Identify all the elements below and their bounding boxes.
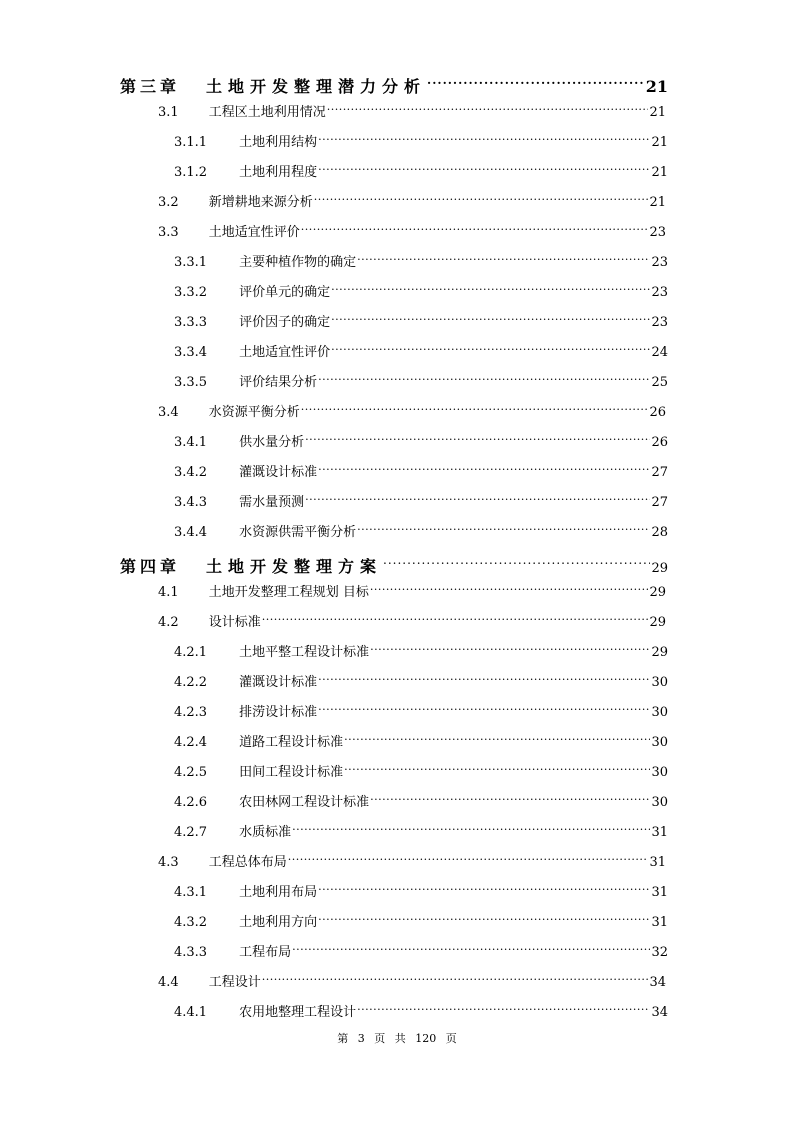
toc-entry-title: 新增耕地来源分析 <box>208 195 313 210</box>
toc-entry-number: 3.4 <box>158 405 179 420</box>
toc-dot-leader <box>305 426 650 446</box>
toc-entry-page-number: 28 <box>651 525 668 540</box>
toc-entry-page-number: 30 <box>651 735 668 750</box>
toc-dot-leader <box>344 756 650 776</box>
toc-entry-page-number: 23 <box>651 315 668 330</box>
toc-dot-leader <box>262 606 649 626</box>
toc-dot-leader <box>262 966 649 986</box>
toc-subsection-entry[interactable] <box>174 756 668 780</box>
toc-dot-leader <box>318 126 650 146</box>
toc-dot-leader <box>357 246 650 266</box>
toc-entry-number: 3.3.1 <box>174 255 208 270</box>
toc-entry-number: 3.1.2 <box>174 165 208 180</box>
toc-entry-title: 田间工程设计标准 <box>239 765 344 780</box>
toc-subsection-entry[interactable] <box>174 306 668 330</box>
toc-dot-leader <box>301 396 649 416</box>
toc-entry-number: 4.2.1 <box>174 645 208 660</box>
toc-subsection-entry[interactable] <box>174 126 668 150</box>
toc-subsection-entry[interactable] <box>174 696 668 720</box>
toc-dot-leader <box>383 546 650 572</box>
toc-entry-number: 第三章 <box>120 77 181 96</box>
toc-entry-title: 供水量分析 <box>239 435 305 450</box>
toc-entry-number: 4.3 <box>158 855 179 870</box>
toc-entry-title: 评价结果分析 <box>239 375 318 390</box>
toc-dot-leader <box>318 876 650 896</box>
toc-subsection-entry[interactable] <box>174 906 668 930</box>
toc-entry-title: 灌溉设计标准 <box>239 465 318 480</box>
toc-section-entry[interactable] <box>158 96 666 120</box>
toc-entry-title: 排涝设计标准 <box>239 705 318 720</box>
toc-section-entry[interactable] <box>158 396 666 420</box>
toc-entry-number: 3.4.3 <box>174 495 208 510</box>
toc-dot-leader <box>370 786 650 806</box>
toc-entry-number: 4.2.5 <box>174 765 208 780</box>
toc-subsection-entry[interactable] <box>174 636 668 660</box>
toc-entry-page-number: 31 <box>649 855 666 870</box>
toc-dot-leader <box>318 366 650 386</box>
toc-dot-leader <box>318 906 650 926</box>
toc-entry-page-number: 21 <box>651 165 668 180</box>
toc-entry-title: 评价单元的确定 <box>239 285 331 300</box>
toc-entry-number: 4.2.3 <box>174 705 208 720</box>
toc-entry-number: 3.1.1 <box>174 135 208 150</box>
toc-entry-number: 4.2 <box>158 615 179 630</box>
toc-subsection-entry[interactable] <box>174 366 668 390</box>
toc-entry-page-number: 31 <box>651 825 668 840</box>
toc-subsection-entry[interactable] <box>174 726 668 750</box>
toc-dot-leader <box>331 306 650 326</box>
toc-dot-leader <box>357 516 650 536</box>
toc-entry-title: 工程总体布局 <box>208 855 287 870</box>
toc-entry-page-number: 30 <box>651 705 668 720</box>
toc-entry-page-number: 29 <box>651 645 668 660</box>
toc-entry-page-number: 31 <box>651 915 668 930</box>
toc-entry-title: 土地利用布局 <box>239 885 318 900</box>
toc-dot-leader <box>314 186 649 206</box>
toc-entry-page-number: 21 <box>649 195 666 210</box>
toc-dot-leader <box>288 846 649 866</box>
toc-entry-number: 4.4 <box>158 975 179 990</box>
toc-entry-number: 3.3.3 <box>174 315 208 330</box>
toc-entry-title: 农用地整理工程设计 <box>239 1005 357 1020</box>
toc-chapter-entry[interactable] <box>120 546 668 576</box>
toc-dot-leader <box>344 726 650 746</box>
toc-entry-number: 4.4.1 <box>174 1005 208 1020</box>
toc-entry-page-number: 29 <box>651 561 668 576</box>
toc-section-entry[interactable] <box>158 186 666 210</box>
toc-entry-number: 4.2.4 <box>174 735 208 750</box>
toc-entry-title: 土地适宜性评价 <box>239 345 331 360</box>
toc-entry-title: 工程设计 <box>208 975 261 990</box>
toc-section-entry[interactable] <box>158 966 666 990</box>
page-footer: 第 3 页 共 120 页 <box>337 1032 457 1045</box>
toc-entry-page-number: 29 <box>649 585 666 600</box>
toc-entry-page-number: 34 <box>649 975 666 990</box>
toc-dot-leader <box>305 486 650 506</box>
toc-entry-number: 3.4.2 <box>174 465 208 480</box>
toc-dot-leader <box>292 936 650 956</box>
toc-section-entry[interactable] <box>158 846 666 870</box>
toc-section-entry[interactable] <box>158 576 666 600</box>
toc-subsection-entry[interactable] <box>174 276 668 300</box>
toc-entry-number: 3.1 <box>158 105 179 120</box>
toc-entry-page-number: 23 <box>651 285 668 300</box>
toc-entry-page-number: 26 <box>651 435 668 450</box>
toc-entry-number: 4.3.1 <box>174 885 208 900</box>
toc-dot-leader <box>301 216 649 236</box>
toc-entry-number: 3.3.5 <box>174 375 208 390</box>
toc-entry-number: 3.4.4 <box>174 525 208 540</box>
toc-chapter-entry[interactable] <box>120 66 668 96</box>
toc-entry-page-number: 21 <box>649 105 666 120</box>
toc-subsection-entry[interactable] <box>174 936 668 960</box>
toc-entry-page-number: 30 <box>651 795 668 810</box>
toc-entry-page-number: 30 <box>651 765 668 780</box>
toc-entry-number: 4.3.3 <box>174 945 208 960</box>
toc-entry-number: 4.2.6 <box>174 795 208 810</box>
toc-subsection-entry[interactable] <box>174 996 668 1020</box>
toc-entry-title: 土地利用方向 <box>239 915 318 930</box>
toc-entry-title: 农田林网工程设计标准 <box>239 795 370 810</box>
toc-dot-leader <box>292 816 650 836</box>
toc-subsection-entry[interactable] <box>174 486 668 510</box>
toc-entry-number: 3.3.4 <box>174 345 208 360</box>
toc-entry-title: 评价因子的确定 <box>239 315 331 330</box>
toc-entry-page-number: 30 <box>651 675 668 690</box>
toc-entry-title: 设计标准 <box>208 615 261 630</box>
toc-subsection-entry[interactable] <box>174 246 668 270</box>
toc-entry-page-number: 29 <box>649 615 666 630</box>
toc-entry-page-number: 32 <box>651 945 668 960</box>
toc-entry-page-number: 21 <box>645 77 668 96</box>
toc-dot-leader <box>318 156 650 176</box>
toc-section-entry[interactable] <box>158 606 666 630</box>
toc-entry-number: 4.1 <box>158 585 179 600</box>
toc-dot-leader <box>327 96 649 116</box>
toc-entry-number: 4.2.7 <box>174 825 208 840</box>
toc-entry-title: 水质标准 <box>239 825 292 840</box>
toc-subsection-entry[interactable] <box>174 666 668 690</box>
toc-entry-title: 道路工程设计标准 <box>239 735 344 750</box>
toc-subsection-entry[interactable] <box>174 426 668 450</box>
toc-entry-page-number: 34 <box>651 1005 668 1020</box>
toc-entry-page-number: 26 <box>649 405 666 420</box>
toc-dot-leader <box>318 696 650 716</box>
toc-entry-title: 土地适宜性评价 <box>208 225 300 240</box>
toc-subsection-entry[interactable] <box>174 786 668 810</box>
toc-subsection-entry[interactable] <box>174 516 668 540</box>
toc-entry-number: 3.3 <box>158 225 179 240</box>
toc-dot-leader <box>357 996 650 1016</box>
toc-entry-title: 土地开发整理方案 <box>206 557 383 576</box>
toc-entry-title: 工程布局 <box>239 945 292 960</box>
toc-entry-title: 工程区土地利用情况 <box>208 105 326 120</box>
toc-entry-number: 4.3.2 <box>174 915 208 930</box>
toc-subsection-entry[interactable] <box>174 456 668 480</box>
toc-section-entry[interactable] <box>158 216 666 240</box>
toc-dot-leader <box>331 336 650 356</box>
toc-entry-number: 3.4.1 <box>174 435 208 450</box>
toc-entry-page-number: 23 <box>651 255 668 270</box>
toc-entry-page-number: 23 <box>649 225 666 240</box>
toc-entry-number: 第四章 <box>120 557 181 576</box>
toc-dot-leader <box>318 666 650 686</box>
toc-entry-title: 水资源供需平衡分析 <box>239 525 357 540</box>
toc-entry-title: 土地平整工程设计标准 <box>239 645 370 660</box>
toc-entry-number: 3.2 <box>158 195 179 210</box>
toc-entry-number: 4.2.2 <box>174 675 208 690</box>
toc-entry-title: 土地开发整理潜力分析 <box>206 77 427 96</box>
toc-entry-title: 土地开发整理工程规划 目标 <box>208 585 369 600</box>
toc-entry-title: 主要种植作物的确定 <box>239 255 357 270</box>
toc-dot-leader <box>318 456 650 476</box>
toc-dot-leader <box>331 276 650 296</box>
toc-dot-leader <box>370 576 649 596</box>
toc-subsection-entry[interactable] <box>174 816 668 840</box>
toc-entry-title: 水资源平衡分析 <box>208 405 300 420</box>
toc-entry-page-number: 24 <box>651 345 668 360</box>
toc-entry-page-number: 27 <box>651 495 668 510</box>
toc-entry-title: 灌溉设计标准 <box>239 675 318 690</box>
toc-dot-leader <box>370 636 650 656</box>
toc-entry-page-number: 27 <box>651 465 668 480</box>
toc-entry-title: 土地利用结构 <box>239 135 318 150</box>
toc-entry-title: 需水量预测 <box>239 495 305 510</box>
toc-subsection-entry[interactable] <box>174 336 668 360</box>
toc-entry-page-number: 31 <box>651 885 668 900</box>
toc-entry-number: 3.3.2 <box>174 285 208 300</box>
toc-subsection-entry[interactable] <box>174 876 668 900</box>
toc-entry-page-number: 25 <box>651 375 668 390</box>
toc-subsection-entry[interactable] <box>174 156 668 180</box>
toc-entry-page-number: 21 <box>651 135 668 150</box>
toc-entry-title: 土地利用程度 <box>239 165 318 180</box>
toc-dot-leader <box>427 66 645 92</box>
